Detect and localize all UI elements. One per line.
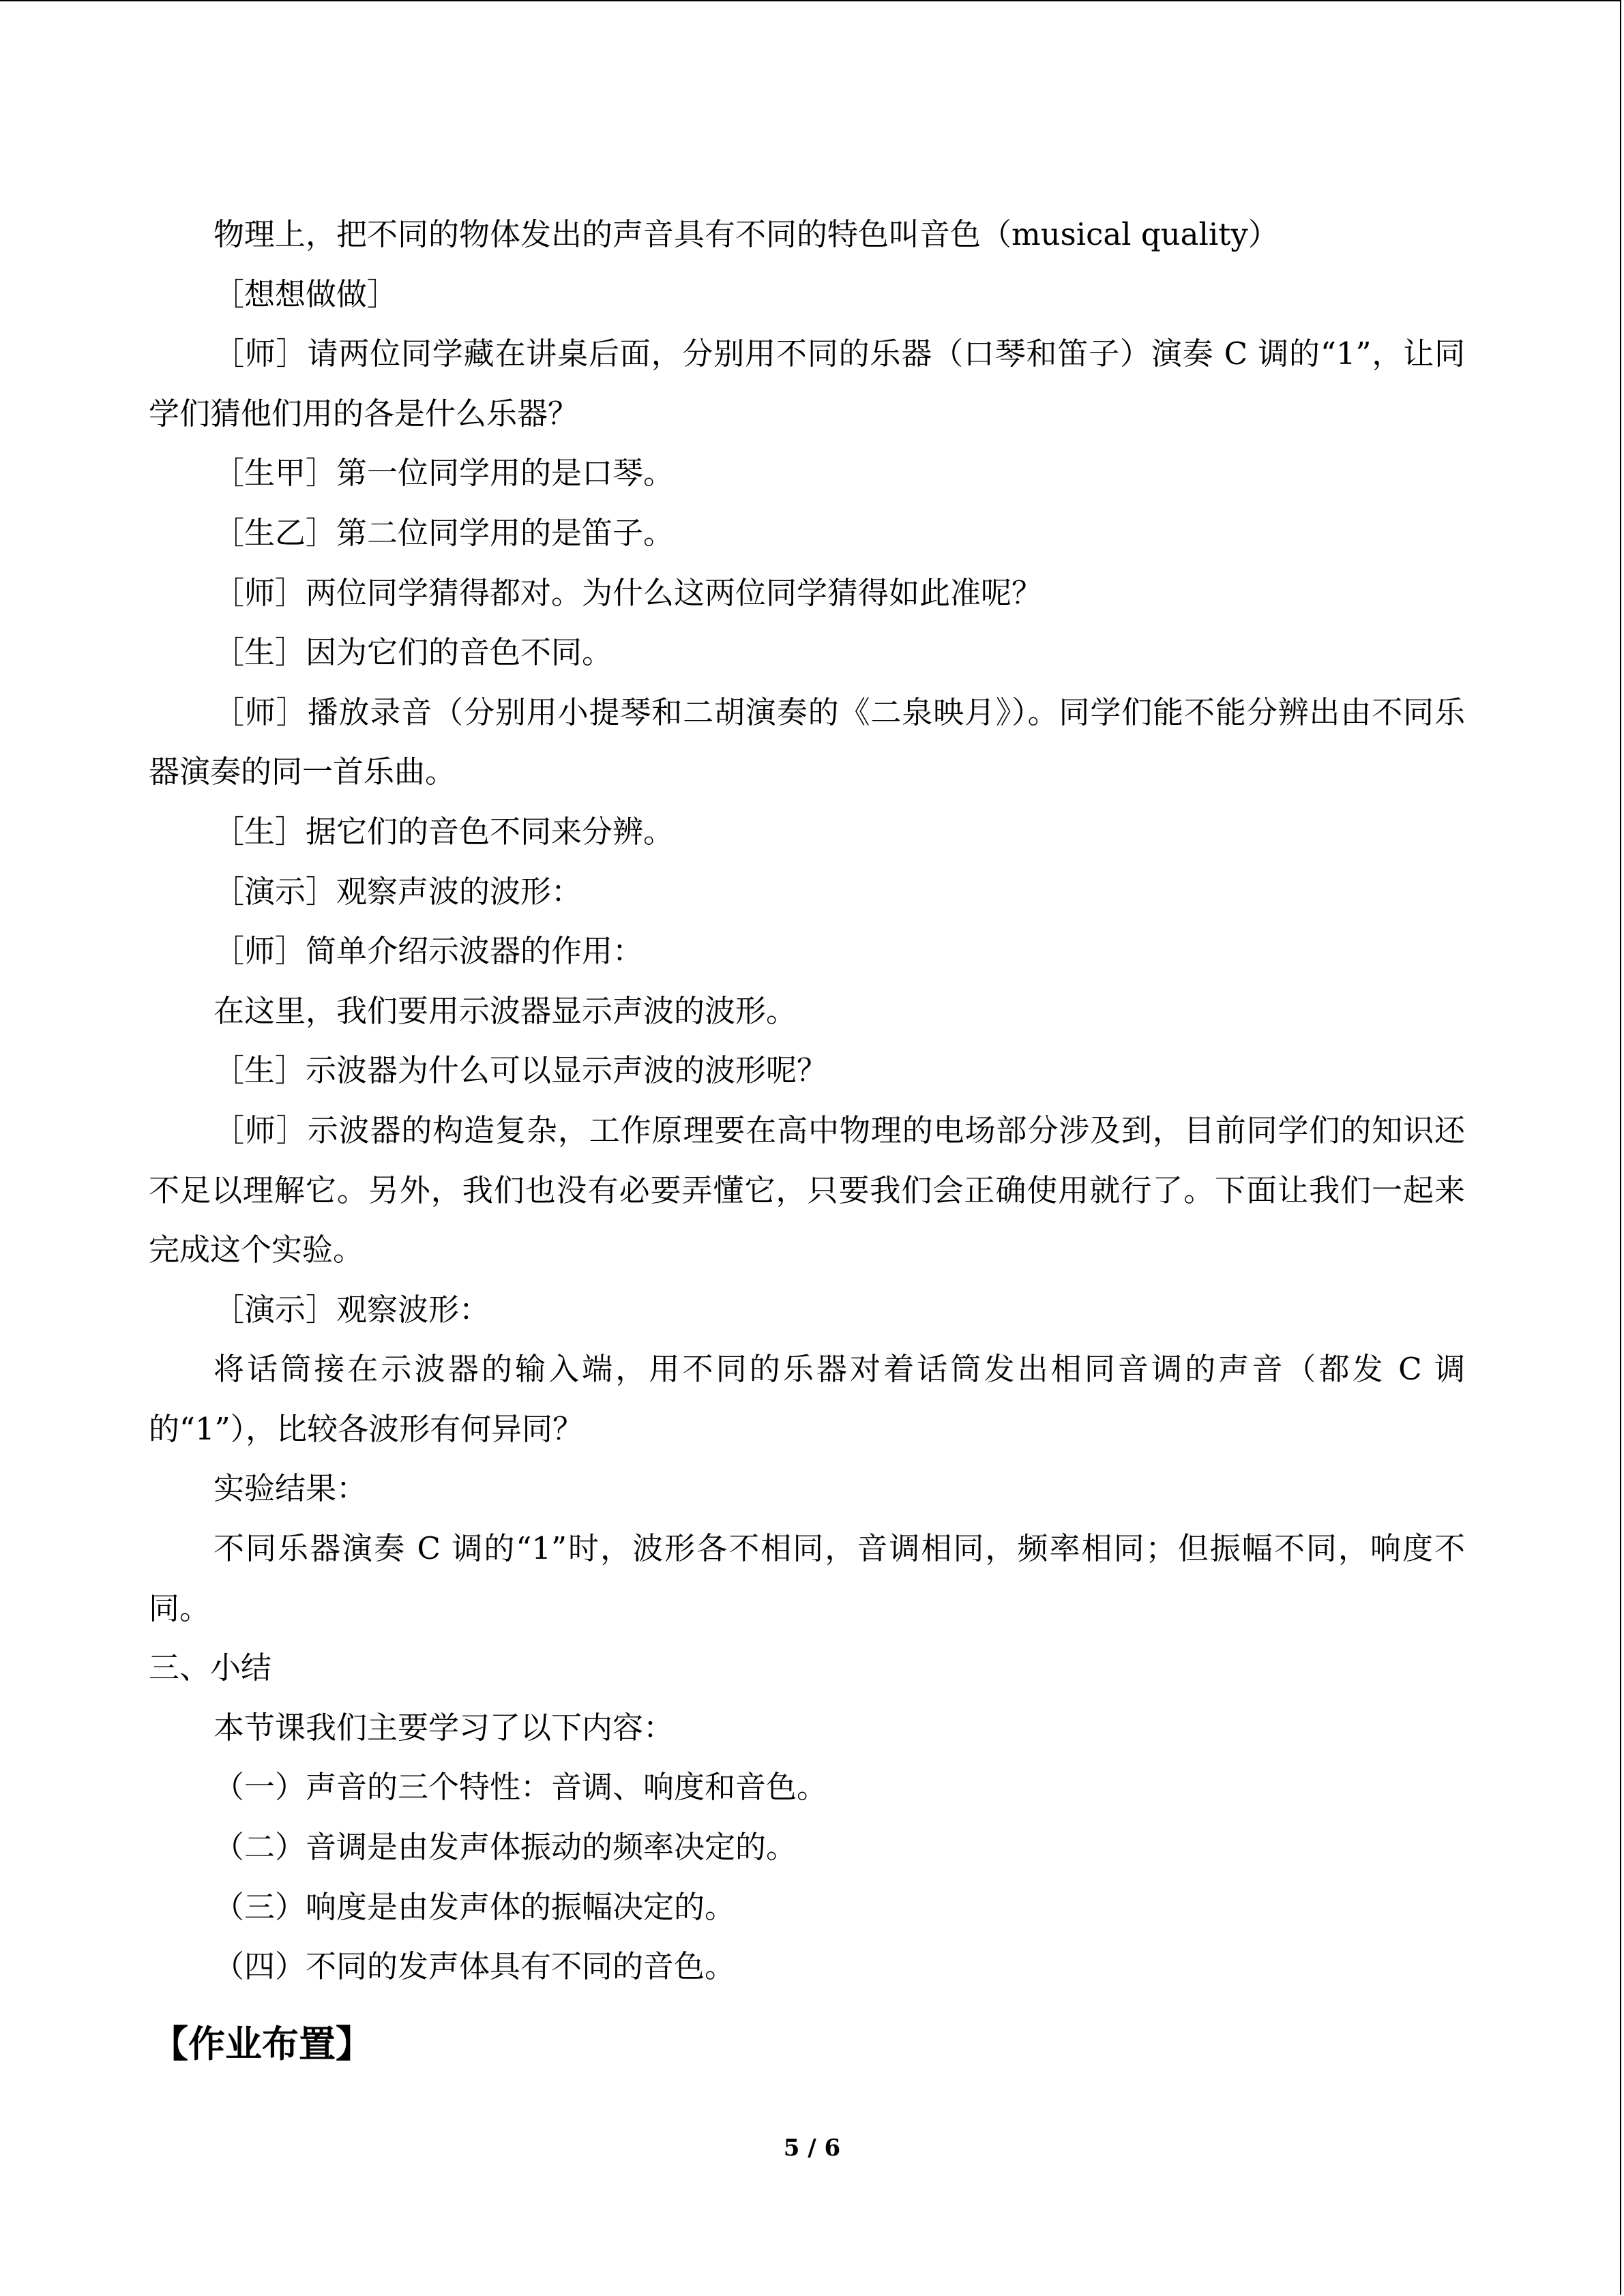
page-number: 5 / 6 — [783, 2134, 841, 2162]
paragraph: ［演示］观察声波的波形： — [213, 873, 582, 910]
paragraph: ［师］请两位同学藏在讲桌后面，分别用不同的乐器（口琴和笛子）演奏 C 调的“1”，让同学们猜他们用的各是什么乐器？ — [149, 336, 1465, 432]
paragraph: ［师］两位同学猜得都对。为什么这两位同学猜得如此准呢？ — [213, 574, 1043, 611]
paragraph: 物理上，把不同的物体发出的声音具有不同的特色叫音色（musical quality） — [213, 216, 1279, 252]
paragraph: ［生］示波器为什么可以显示声波的波形呢？ — [213, 1052, 828, 1089]
paragraph: 在这里，我们要用示波器显示声波的波形。 — [213, 992, 797, 1029]
list-item: （二）音调是由发声体振动的频率决定的。 — [213, 1829, 797, 1866]
paragraph: ［演示］观察波形： — [213, 1291, 490, 1328]
paragraph: ［想想做做］ — [213, 275, 398, 312]
paragraph: 不同乐器演奏 C 调的“1”时，波形各不相同，音调相同，频率相同；但振幅不同，响度不同。 — [149, 1530, 1465, 1626]
paragraph: 本节课我们主要学习了以下内容： — [213, 1709, 675, 1746]
paragraph: 将话筒接在示波器的输入端，用不同的乐器对着话筒发出相同音调的声音（都发 C 调的“1”），比较各波形有何异同？ — [149, 1351, 1465, 1447]
list-item: （四）不同的发声体具有不同的音色。 — [213, 1948, 736, 1985]
section-title-summary: 三、小结 — [149, 1650, 272, 1686]
paragraph: 实验结果： — [213, 1470, 368, 1507]
paragraph: ［生甲］第一位同学用的是口琴。 — [213, 455, 675, 492]
paragraph: ［生乙］第二位同学用的是笛子。 — [213, 514, 675, 551]
list-item: （三）响度是由发声体的振幅决定的。 — [213, 1888, 736, 1925]
paragraph: ［生］因为它们的音色不同。 — [213, 634, 613, 671]
paragraph: ［师］示波器的构造复杂，工作原理要在高中物理的电场部分涉及到，目前同学们的知识还不足以理解它。另外，我们也没有必要弄懂它，只要我们会正确使用就行了。下面让我们一起来完成这个实验。 — [149, 1112, 1465, 1268]
list-item: （一）声音的三个特性：音调、响度和音色。 — [213, 1769, 828, 1806]
paragraph: ［生］据它们的音色不同来分辨。 — [213, 813, 675, 850]
paragraph: ［师］简单介绍示波器的作用： — [213, 933, 644, 970]
paragraph: ［师］播放录音（分别用小提琴和二胡演奏的《二泉映月》）。同学们能不能分辨出由不同乐器演奏的同一首乐曲。 — [149, 694, 1465, 790]
homework-heading: 【作业布置】 — [151, 2023, 372, 2066]
document-body — [149, 205, 1465, 1997]
